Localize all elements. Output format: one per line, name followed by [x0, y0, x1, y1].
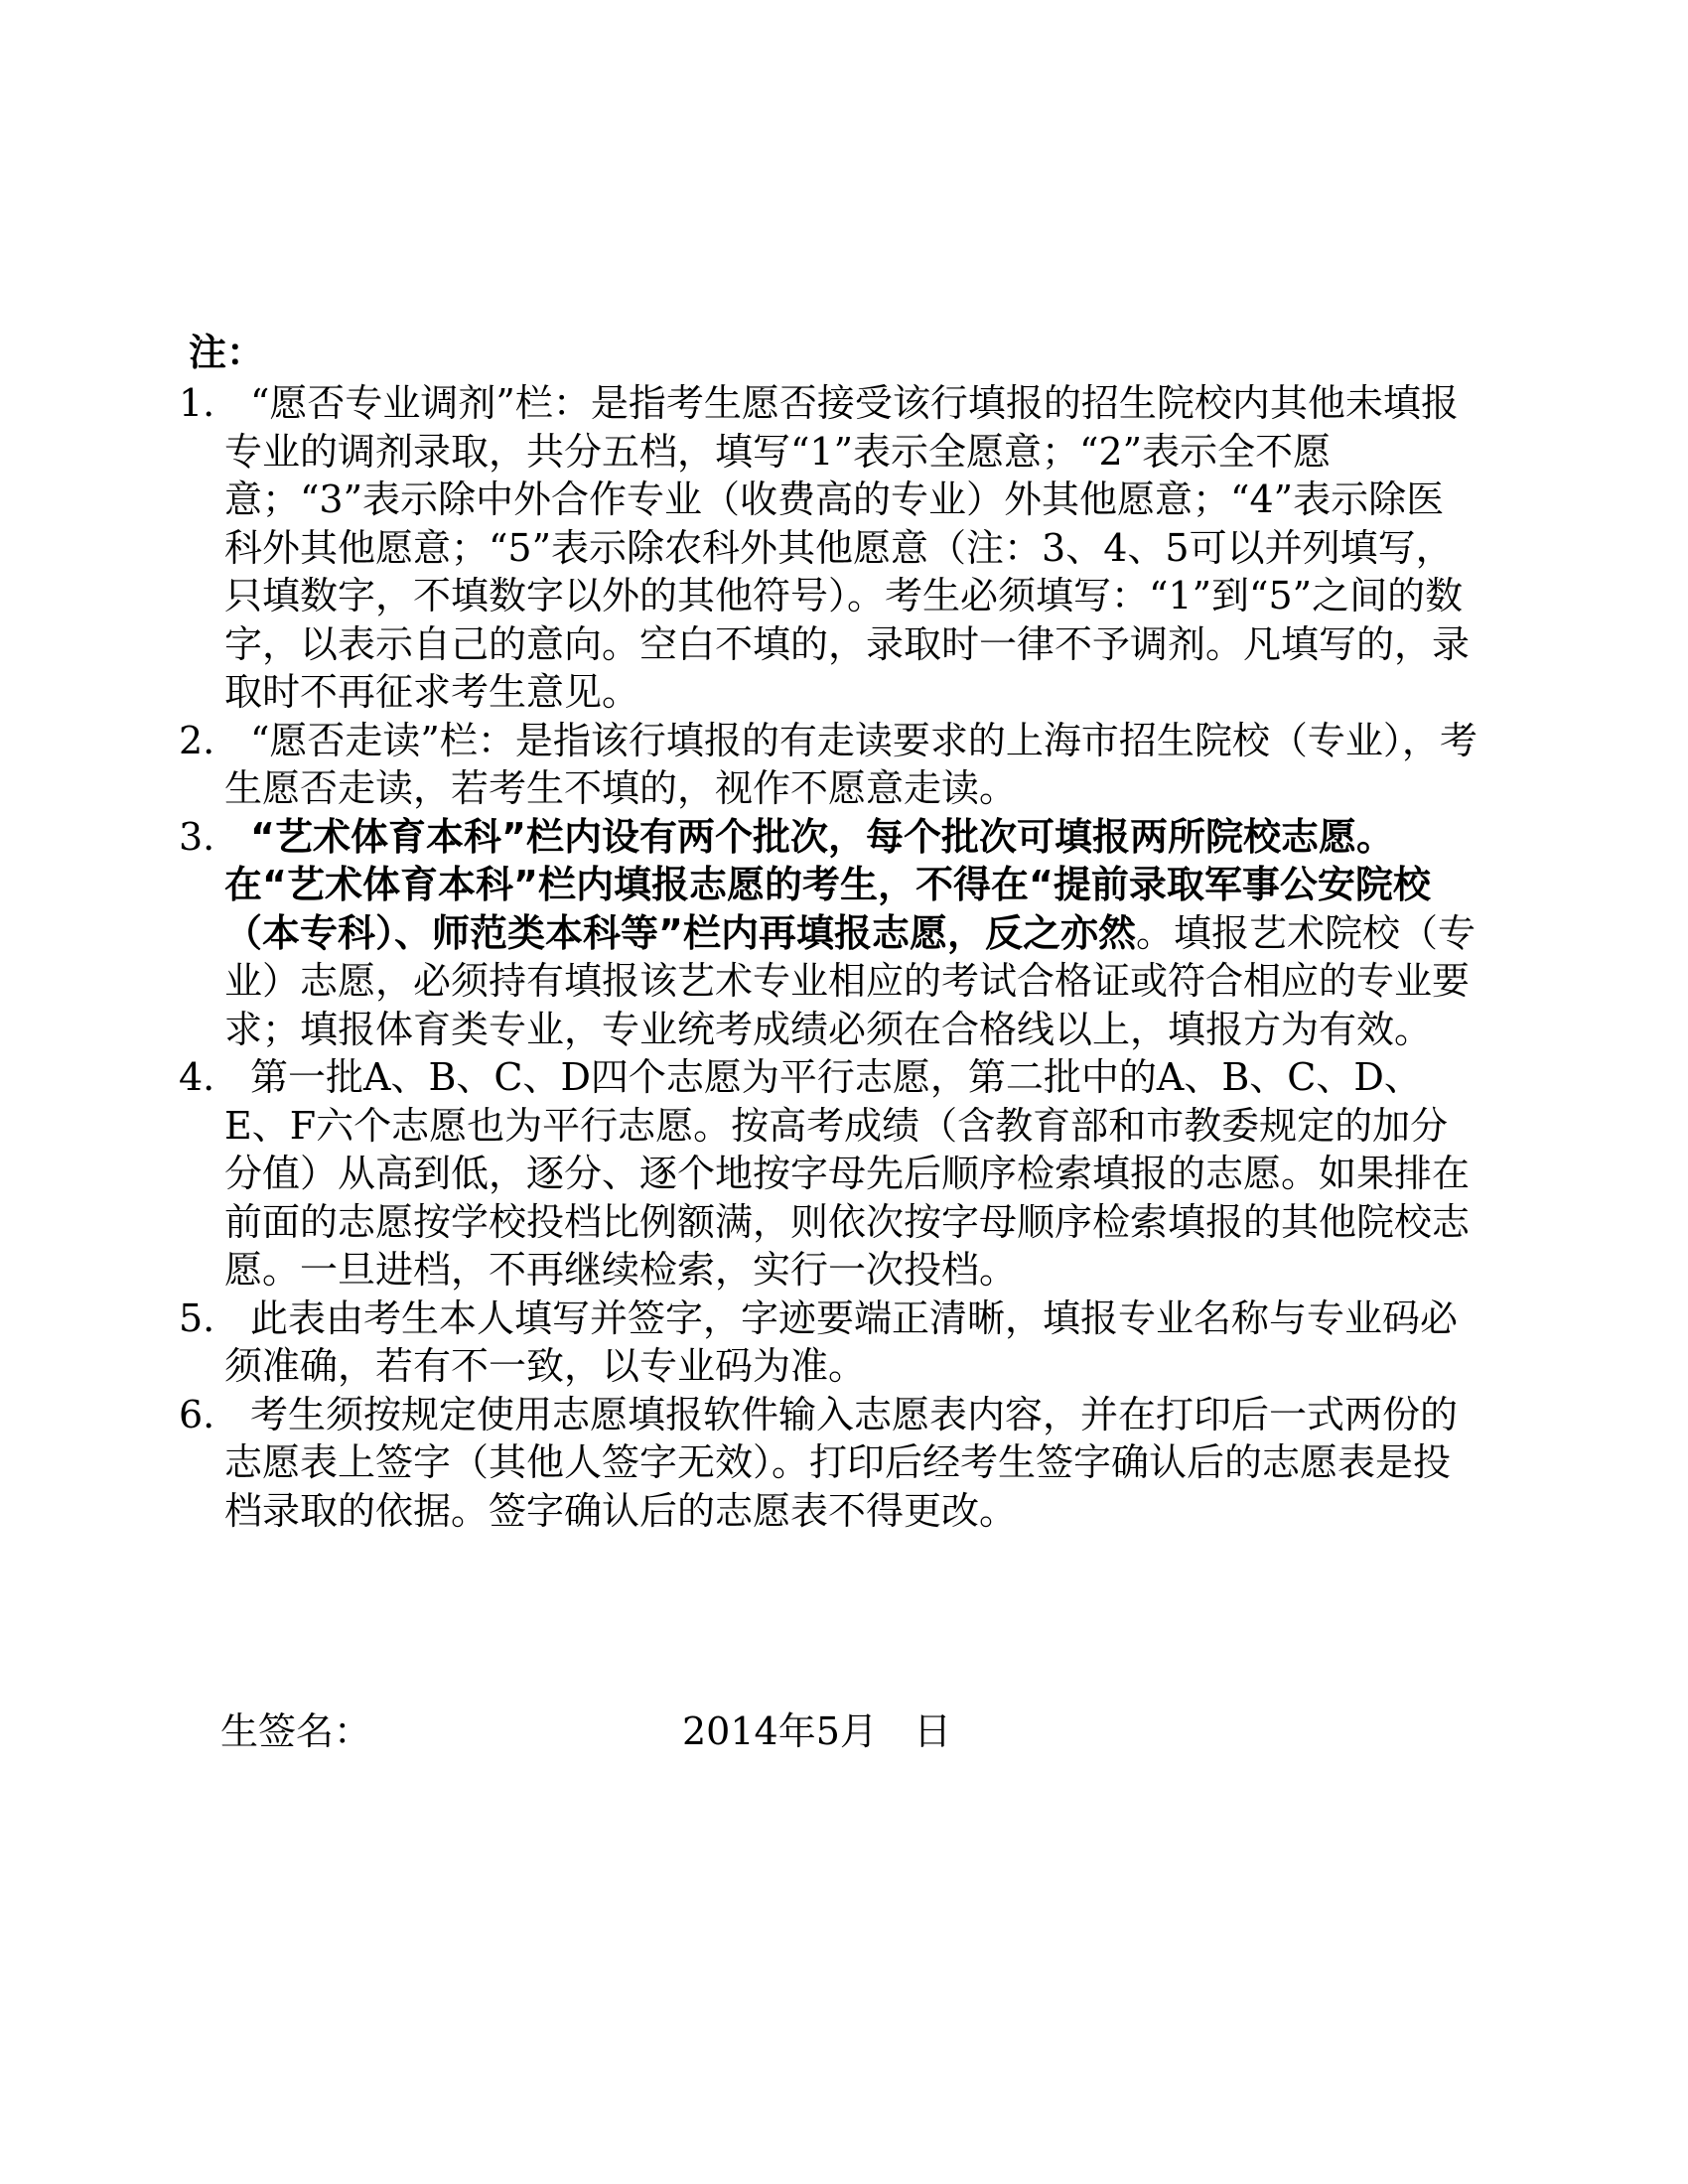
note-item-3 — [0, 813, 1489, 1054]
note-text-regular: 。填报艺术院校（专业）志愿，必须持有填报该艺术专业相应的考试合格证或符合相应的专业要求；填报体育类专业，专业统考成绩必须在合格线以上，填报方为有效。 — [224, 910, 1476, 1051]
note-text: 此表由考生本人填写并签字，字迹要端正清晰，填报专业名称与专业码必须准确，若有不一致，以专业码为准。 — [224, 1296, 1459, 1388]
signature-label: 生签名： — [220, 1709, 372, 1753]
note-number: 2. — [179, 718, 215, 762]
note-number: 6. — [179, 1392, 215, 1436]
note-text: “愿否专业调剂”栏：是指考生愿否接受该行填报的招生院校内其他未填报专业的调剂录取，共分五档，填写“1”表示全愿意；“2”表示全不愿意；“3”表示除中外合作专业（收费高的专业）外其他愿意；“4”表示除医科外其他愿意；“5”表示除农科外其他愿意（注：3、4、5可以并列填写，只填数字，不填数字以外的其他符号）。考生必须填写：“1”到“5”之间的数字，以表示自己的意向。空白不填的，录取时一律不予调剂。凡填写的，录取时不再征求考生意见。 — [224, 381, 1471, 714]
note-text: 考生须按规定使用志愿填报软件输入志愿表内容，并在打印后一式两份的志愿表上签字（其他人签字无效）。打印后经考生签字确认后的志愿表是投档录取的依据。签字确认后的志愿表不得更改。 — [224, 1392, 1459, 1533]
note-text: “愿否走读”栏：是指该行填报的有走读要求的上海市招生院校（专业），考生愿否走读，若考生不填的，视作不愿意走读。 — [224, 718, 1477, 810]
notes-heading: 注： — [189, 331, 265, 374]
note-item-6 — [0, 1391, 1489, 1536]
note-item-2 — [0, 717, 1489, 813]
note-text-bold: “艺术体育本科”栏内设有两个批次，每个批次可填报两所院校志愿。 在“艺术体育本科”栏内填报志愿的考生，不得在“提前录取军事公安院校（本专科）、师范类本科等”栏内再填报志愿，反之亦然 — [224, 814, 1431, 955]
note-item-1 — [0, 379, 1489, 717]
note-text — [224, 813, 1477, 1054]
note-item-5 — [0, 1295, 1489, 1391]
note-number: 4. — [179, 1055, 215, 1099]
notes-list — [0, 379, 1688, 1535]
note-text: 第一批A、B、C、D四个志愿为平行志愿，第二批中的A、B、C、D、E、F六个志愿也为平行志愿。按高考成绩（含教育部和市教委规定的加分分值）从高到低，逐分、逐个地按字母先后顺序检索填报的志愿。如果排在前面的志愿按学校投档比例额满，则依次按字母顺序检索填报的其他院校志愿。一旦进档，不再继续检索，实行一次投档。 — [224, 1055, 1471, 1292]
note-item-4 — [0, 1053, 1489, 1295]
note-number: 5. — [179, 1296, 215, 1340]
note-number: 3. — [179, 814, 215, 859]
signature-date: 2014年5月 日 — [682, 1709, 952, 1753]
note-number: 1. — [179, 381, 215, 425]
